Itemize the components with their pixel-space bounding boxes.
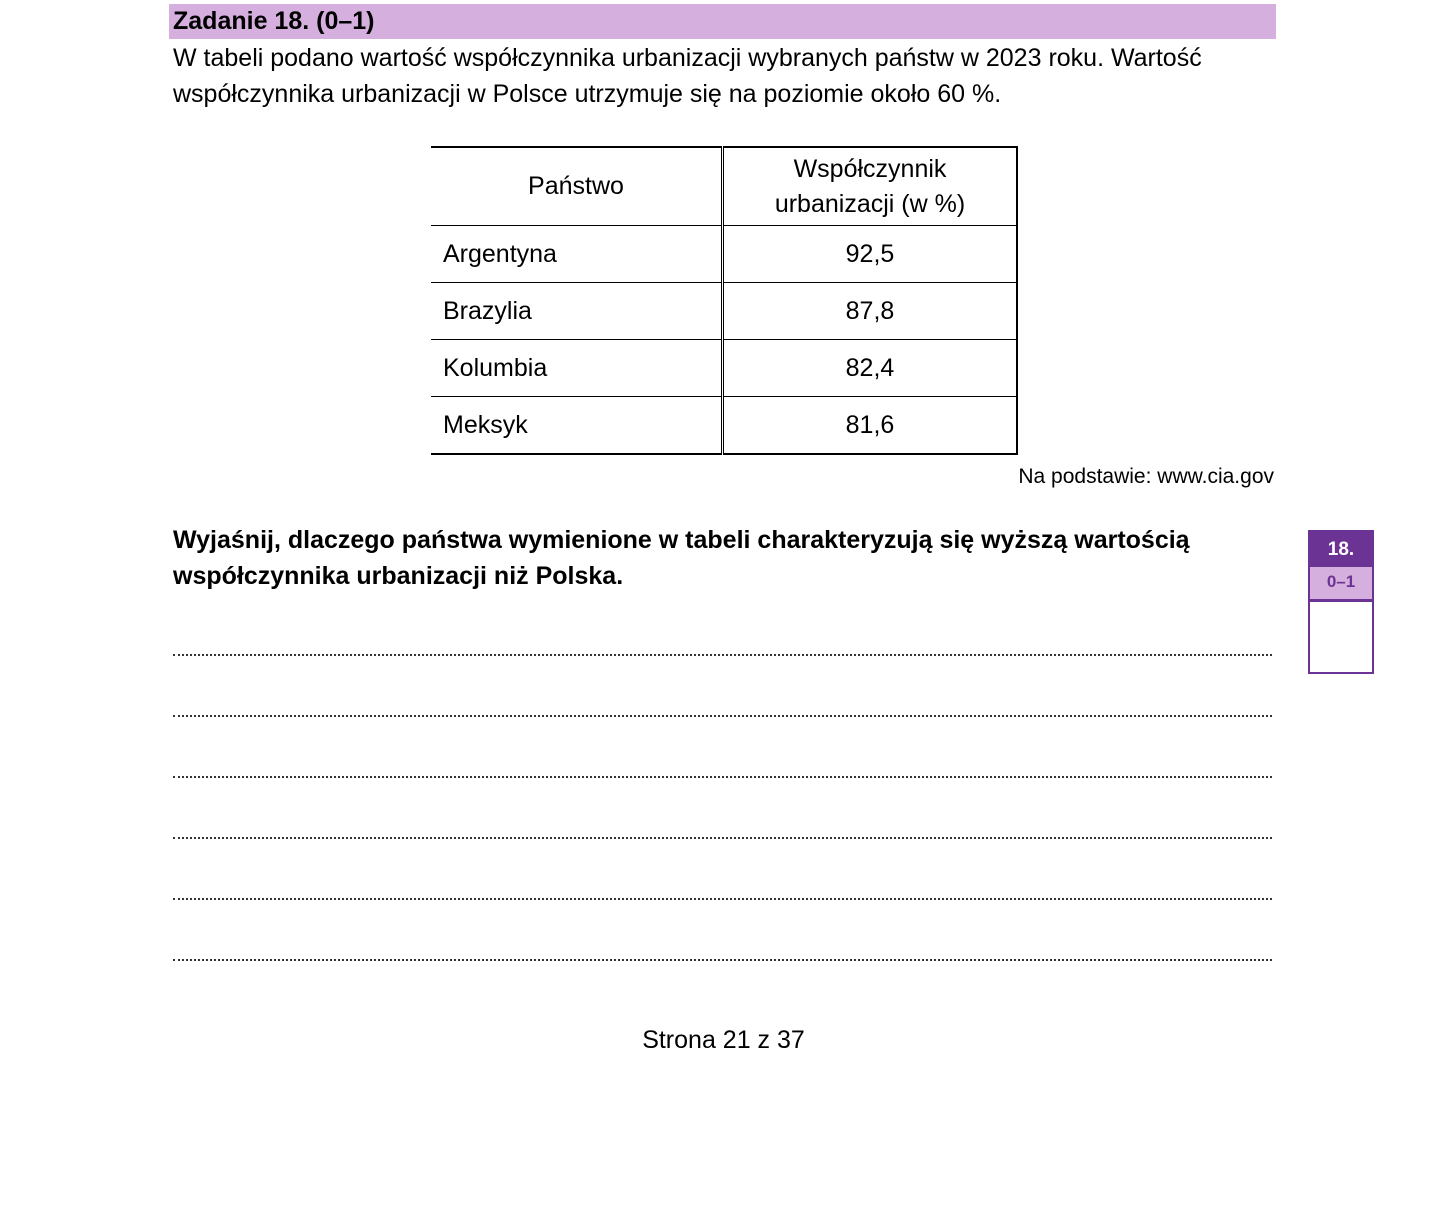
country-cell: Argentyna: [431, 226, 723, 283]
question-text: Wyjaśnij, dlaczego państwa wymienione w tabeli charakteryzują się wyższą wartością współczynnika urbanizacji niż Polska.: [173, 526, 1190, 590]
value-cell: 82,4: [723, 340, 1018, 397]
country-cell: Brazylia: [431, 283, 723, 340]
answer-line[interactable]: [173, 827, 1272, 839]
value-cell: 92,5: [723, 226, 1018, 283]
column-header-country: Państwo: [431, 147, 723, 226]
answer-line[interactable]: [173, 705, 1272, 717]
score-task-number: 18.: [1310, 532, 1372, 567]
table-row: [431, 397, 1017, 455]
value-cell: 81,6: [723, 397, 1018, 455]
country-cell: Meksyk: [431, 397, 723, 455]
column-header-urbanization-text: Współczynnik urbanizacji (w %): [774, 154, 966, 218]
task-title: Zadanie 18. (0–1): [173, 7, 375, 35]
page-number: Strona 21 z 37: [642, 1026, 805, 1054]
table-row: [431, 340, 1017, 397]
country-cell: Kolumbia: [431, 340, 723, 397]
score-range: 0–1: [1310, 567, 1372, 602]
urbanization-table: [431, 146, 1018, 455]
source-note: Na podstawie: www.cia.gov: [1018, 465, 1274, 488]
task-intro: W tabeli podano wartość współczynnika urbanizacji wybranych państw w 2023 roku. Wartość współczynnika urbanizacji w Polsce utrzymuje się na poziomie około 60 %.: [173, 44, 1202, 108]
answer-line[interactable]: [173, 766, 1272, 778]
answer-line[interactable]: [173, 888, 1272, 900]
table-row: [431, 226, 1017, 283]
answer-line[interactable]: [173, 949, 1272, 961]
task-header: [169, 4, 1276, 39]
column-header-urbanization: [723, 147, 1018, 226]
answer-line[interactable]: [173, 644, 1272, 656]
table-row: [431, 283, 1017, 340]
value-cell: 87,8: [723, 283, 1018, 340]
score-entry-field[interactable]: [1310, 602, 1372, 673]
table-header-row: [431, 147, 1017, 226]
score-box: [1308, 530, 1374, 674]
